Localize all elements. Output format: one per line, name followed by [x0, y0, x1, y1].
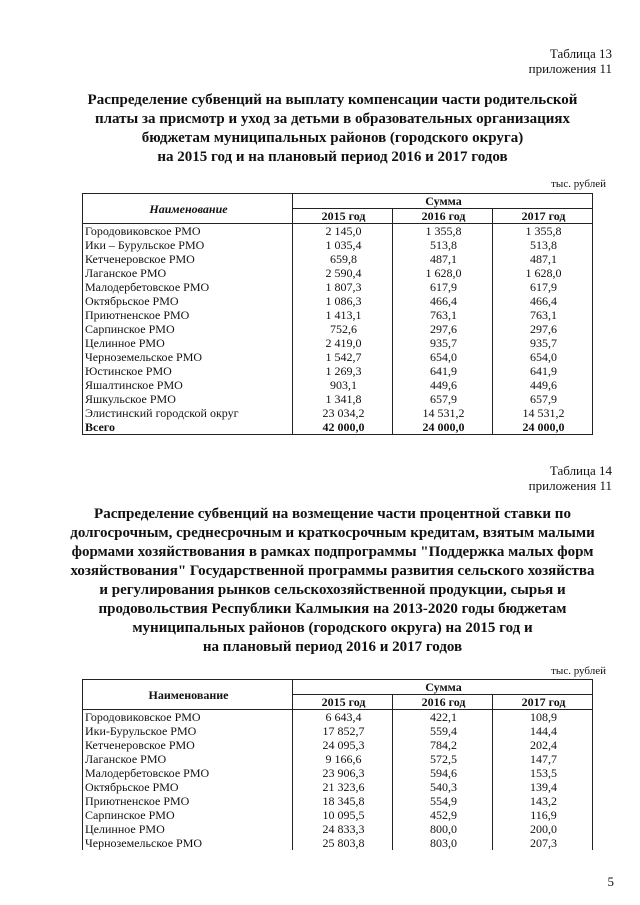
cell-2015: 24 833,3 [293, 822, 393, 836]
row-name: Ики-Бурульское РМО [83, 724, 293, 738]
cell-2015: 25 803,8 [293, 836, 393, 850]
table-row [83, 238, 593, 252]
total-2015: 42 000,0 [293, 420, 393, 435]
table-row [83, 752, 593, 766]
cell-2015: 21 323,6 [293, 780, 393, 794]
table-row [83, 738, 593, 752]
cell-2017: 657,9 [493, 392, 593, 406]
cell-2015: 752,6 [293, 322, 393, 336]
total-2017: 24 000,0 [493, 420, 593, 435]
row-name: Ики – Бурульское РМО [83, 238, 293, 252]
cell-2016: 784,2 [393, 738, 493, 752]
table-row [83, 392, 593, 406]
table13-title-line: на 2015 год и на плановый период 2016 и 2017 годов [157, 149, 508, 165]
total-2016: 24 000,0 [393, 420, 493, 435]
table-row [83, 364, 593, 378]
cell-2017: 200,0 [493, 822, 593, 836]
table-total-row [83, 420, 593, 435]
cell-2015: 903,1 [293, 378, 393, 392]
cell-2017: 449,6 [493, 378, 593, 392]
cell-2017: 297,6 [493, 322, 593, 336]
cell-2016: 513,8 [393, 238, 493, 252]
total-label: Всего [83, 420, 293, 435]
table13 [82, 193, 593, 435]
cell-2016: 763,1 [393, 308, 493, 322]
table14-ref-line1: Таблица 14 [549, 463, 612, 478]
cell-2015: 23 034,2 [293, 406, 393, 420]
cell-2015: 2 419,0 [293, 336, 393, 350]
row-name: Сарпинское РМО [83, 808, 293, 822]
table-row [83, 294, 593, 308]
cell-2017: 1 628,0 [493, 266, 593, 280]
cell-2017: 487,1 [493, 252, 593, 266]
row-name: Городовиковское РМО [83, 224, 293, 239]
table14-header-year: 2016 год [393, 695, 493, 710]
table13-title [60, 91, 605, 167]
cell-2016: 466,4 [393, 294, 493, 308]
cell-2015: 1 086,3 [293, 294, 393, 308]
table13-header-sum: Сумма [293, 194, 593, 209]
table14-header-year: 2017 год [493, 695, 593, 710]
cell-2017: 207,3 [493, 836, 593, 850]
table14-title-line: долгосрочным, среднесрочным и краткосрочным кредитам, взятым малыми [70, 525, 595, 541]
cell-2017: 935,7 [493, 336, 593, 350]
cell-2016: 422,1 [393, 710, 493, 725]
table-row [83, 794, 593, 808]
table13-header-year: 2015 год [293, 209, 393, 224]
cell-2017: 139,4 [493, 780, 593, 794]
cell-2015: 10 095,5 [293, 808, 393, 822]
table14-title-line: на плановый период 2016 и 2017 годов [202, 639, 463, 655]
row-name: Приютненское РМО [83, 308, 293, 322]
table-row [83, 822, 593, 836]
table-row [83, 378, 593, 392]
table14-header-year: 2015 год [293, 695, 393, 710]
table-row [83, 766, 593, 780]
cell-2015: 1 542,7 [293, 350, 393, 364]
table-row [83, 336, 593, 350]
table13-ref-line2: приложения 11 [528, 61, 612, 76]
row-name: Яшкульское РМО [83, 392, 293, 406]
cell-2016: 1 355,8 [393, 224, 493, 239]
cell-2015: 9 166,6 [293, 752, 393, 766]
cell-2016: 800,0 [393, 822, 493, 836]
row-name: Октябрьское РМО [83, 780, 293, 794]
cell-2015: 1 413,1 [293, 308, 393, 322]
cell-2017: 116,9 [493, 808, 593, 822]
table-row [83, 266, 593, 280]
cell-2016: 803,0 [393, 836, 493, 850]
cell-2017: 202,4 [493, 738, 593, 752]
cell-2017: 153,5 [493, 766, 593, 780]
row-name: Юстинское РМО [83, 364, 293, 378]
cell-2017: 654,0 [493, 350, 593, 364]
row-name: Кетченеровское РМО [83, 738, 293, 752]
cell-2016: 487,1 [393, 252, 493, 266]
row-name: Приютненское РМО [83, 794, 293, 808]
cell-2015: 659,8 [293, 252, 393, 266]
row-name: Лаганское РМО [83, 752, 293, 766]
table14-title-line: Распределение субвенций на возмещение части процентной ставки по [94, 506, 571, 522]
cell-2017: 108,9 [493, 710, 593, 725]
cell-2017: 617,9 [493, 280, 593, 294]
cell-2016: 594,6 [393, 766, 493, 780]
cell-2015: 1 035,4 [293, 238, 393, 252]
row-name: Лаганское РМО [83, 266, 293, 280]
cell-2016: 14 531,2 [393, 406, 493, 420]
cell-2017: 147,7 [493, 752, 593, 766]
cell-2015: 6 643,4 [293, 710, 393, 725]
table-row [83, 406, 593, 420]
table14 [82, 679, 593, 850]
cell-2016: 554,9 [393, 794, 493, 808]
cell-2017: 143,2 [493, 794, 593, 808]
table13-header-year: 2016 год [393, 209, 493, 224]
table-row [83, 780, 593, 794]
cell-2016: 617,9 [393, 280, 493, 294]
cell-2015: 2 590,4 [293, 266, 393, 280]
cell-2016: 452,9 [393, 808, 493, 822]
cell-2016: 540,3 [393, 780, 493, 794]
row-name: Октябрьское РМО [83, 294, 293, 308]
cell-2015: 1 341,8 [293, 392, 393, 406]
table14-title-line: формами хозяйствования в рамках подпрограммы "Поддержка малых форм [71, 544, 594, 560]
cell-2017: 14 531,2 [493, 406, 593, 420]
row-name: Малодербетовское РМО [83, 766, 293, 780]
table13-unit: тыс. рублей [551, 178, 606, 190]
cell-2017: 144,4 [493, 724, 593, 738]
table13-ref-line1: Таблица 13 [549, 46, 612, 61]
table14-header-name: Наименование [83, 680, 293, 710]
cell-2015: 18 345,8 [293, 794, 393, 808]
cell-2016: 935,7 [393, 336, 493, 350]
cell-2015: 24 095,3 [293, 738, 393, 752]
table-row [83, 252, 593, 266]
table14-title-line: муниципальных районов (городского округа) на 2015 год и [132, 620, 533, 636]
table14-title-line: хозяйствования" Государственной программы развития сельского хозяйства [70, 563, 595, 579]
table13-title-line: платы за присмотр и уход за детьми в образовательных организациях [94, 111, 570, 127]
page-number: 5 [607, 874, 614, 889]
row-name: Черноземельское РМО [83, 836, 293, 850]
cell-2015: 17 852,7 [293, 724, 393, 738]
table13-header-name: Наименование [83, 194, 293, 224]
row-name: Городовиковское РМО [83, 710, 293, 725]
cell-2016: 654,0 [393, 350, 493, 364]
table-row [83, 836, 593, 850]
table14-title-line: и регулирования рынков сельскохозяйственной продукции, сырья и [99, 582, 566, 598]
table13-reference [529, 46, 612, 76]
table13-title-line: бюджетам муниципальных районов (городского округа) [141, 130, 524, 146]
cell-2017: 466,4 [493, 294, 593, 308]
table14-title-line: продовольствия Республики Калмыкия на 2013-2020 годы бюджетам [98, 601, 567, 617]
table-row [83, 808, 593, 822]
cell-2016: 559,4 [393, 724, 493, 738]
cell-2016: 641,9 [393, 364, 493, 378]
cell-2015: 1 269,3 [293, 364, 393, 378]
cell-2016: 1 628,0 [393, 266, 493, 280]
cell-2017: 513,8 [493, 238, 593, 252]
table-row [83, 224, 593, 239]
row-name: Целинное РМО [83, 822, 293, 836]
row-name: Целинное РМО [83, 336, 293, 350]
cell-2017: 641,9 [493, 364, 593, 378]
cell-2015: 2 145,0 [293, 224, 393, 239]
table-row [83, 308, 593, 322]
table14-ref-line2: приложения 11 [528, 478, 612, 493]
table14-reference [529, 463, 612, 493]
cell-2017: 1 355,8 [493, 224, 593, 239]
cell-2016: 657,9 [393, 392, 493, 406]
row-name: Кетченеровское РМО [83, 252, 293, 266]
table14-unit: тыс. рублей [551, 665, 606, 677]
row-name: Сарпинское РМО [83, 322, 293, 336]
cell-2016: 449,6 [393, 378, 493, 392]
table-row [83, 322, 593, 336]
table-row [83, 710, 593, 725]
table14-header-sum: Сумма [293, 680, 593, 695]
row-name: Малодербетовское РМО [83, 280, 293, 294]
cell-2017: 763,1 [493, 308, 593, 322]
table14-title [60, 505, 605, 657]
table13-title-line: Распределение субвенций на выплату компенсации части родительской [87, 92, 578, 108]
table-row [83, 350, 593, 364]
row-name: Яшалтинское РМО [83, 378, 293, 392]
table-row [83, 280, 593, 294]
cell-2015: 23 906,3 [293, 766, 393, 780]
cell-2015: 1 807,3 [293, 280, 393, 294]
cell-2016: 572,5 [393, 752, 493, 766]
table-row [83, 724, 593, 738]
cell-2016: 297,6 [393, 322, 493, 336]
row-name: Черноземельское РМО [83, 350, 293, 364]
row-name: Элистинский городской округ [83, 406, 293, 420]
table13-header-year: 2017 год [493, 209, 593, 224]
